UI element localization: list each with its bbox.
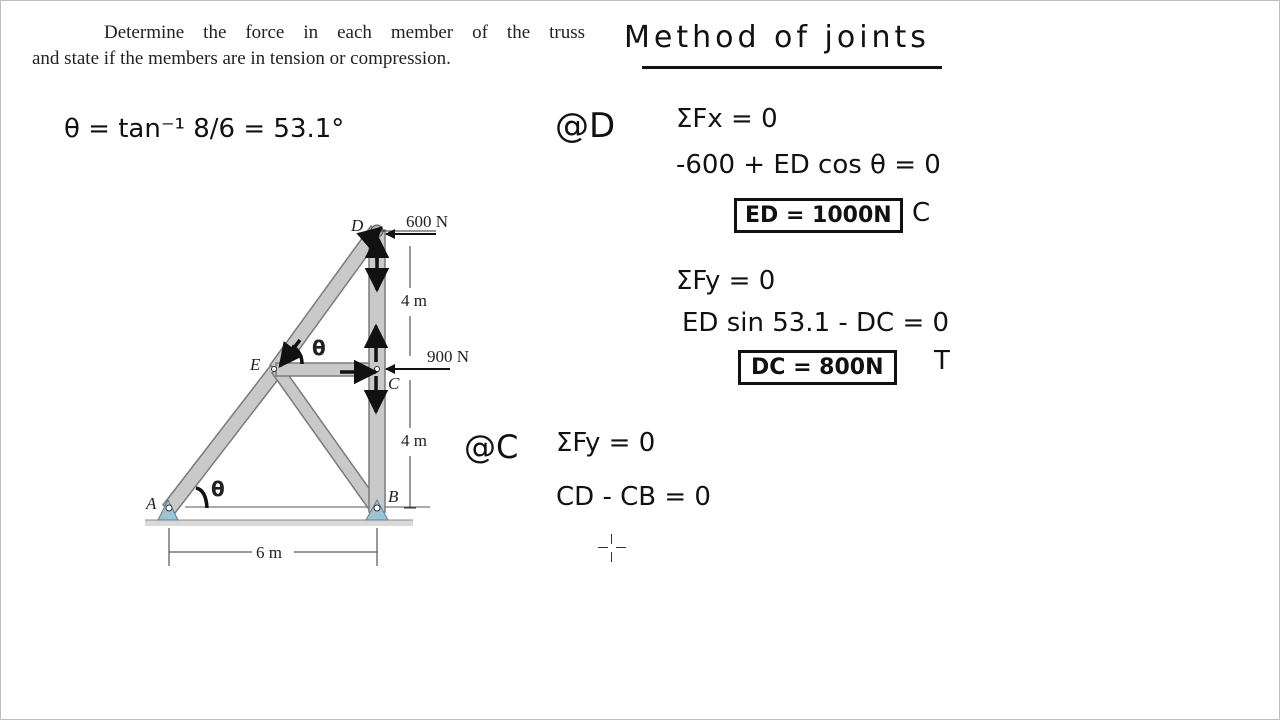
sum-fy-equation: ΣFy = 0 (676, 266, 776, 296)
fx-equation: -600 + ED cos θ = 0 (676, 150, 941, 180)
theta-equation: θ = tan⁻¹ 8/6 = 53.1° (64, 114, 345, 144)
method-title: Method of joints (624, 20, 930, 55)
joint-d-label: @D (555, 106, 616, 146)
label-c: C (388, 374, 400, 393)
dim-label-base: 6 m (256, 543, 282, 562)
theta-label-a: θ (211, 477, 225, 501)
load-label-c: 900 N (427, 347, 470, 366)
label-a: A (146, 494, 157, 513)
theta-label-e: θ (312, 336, 326, 360)
member-eb (272, 366, 383, 515)
sum-fy-c-equation: ΣFy = 0 (556, 428, 656, 458)
load-label-d: 600 N (406, 212, 449, 231)
member-ed (270, 226, 383, 373)
label-e: E (250, 355, 261, 374)
pin-e (272, 367, 277, 372)
dim-label-lower: 4 m (401, 431, 427, 450)
member-ec (276, 363, 377, 376)
sum-fx-equation: ΣFx = 0 (676, 104, 778, 134)
label-d: D (351, 216, 364, 235)
joint-c-label: @C (464, 428, 519, 466)
problem-line-2: and state if the members are in tension or compression. (32, 48, 451, 69)
ed-result: ED = 1000N (745, 203, 892, 228)
label-b: B (388, 487, 399, 506)
dc-type: T (934, 346, 950, 376)
ed-type: C (912, 198, 931, 228)
dim-label-upper: 4 m (401, 291, 427, 310)
dc-result: DC = 800N (751, 355, 884, 380)
ground (145, 507, 430, 526)
c-equation: CD - CB = 0 (556, 482, 711, 512)
problem-line-1: Determine the force in each member of the truss (104, 22, 585, 43)
fy-equation: ED sin 53.1 - DC = 0 (682, 308, 950, 338)
